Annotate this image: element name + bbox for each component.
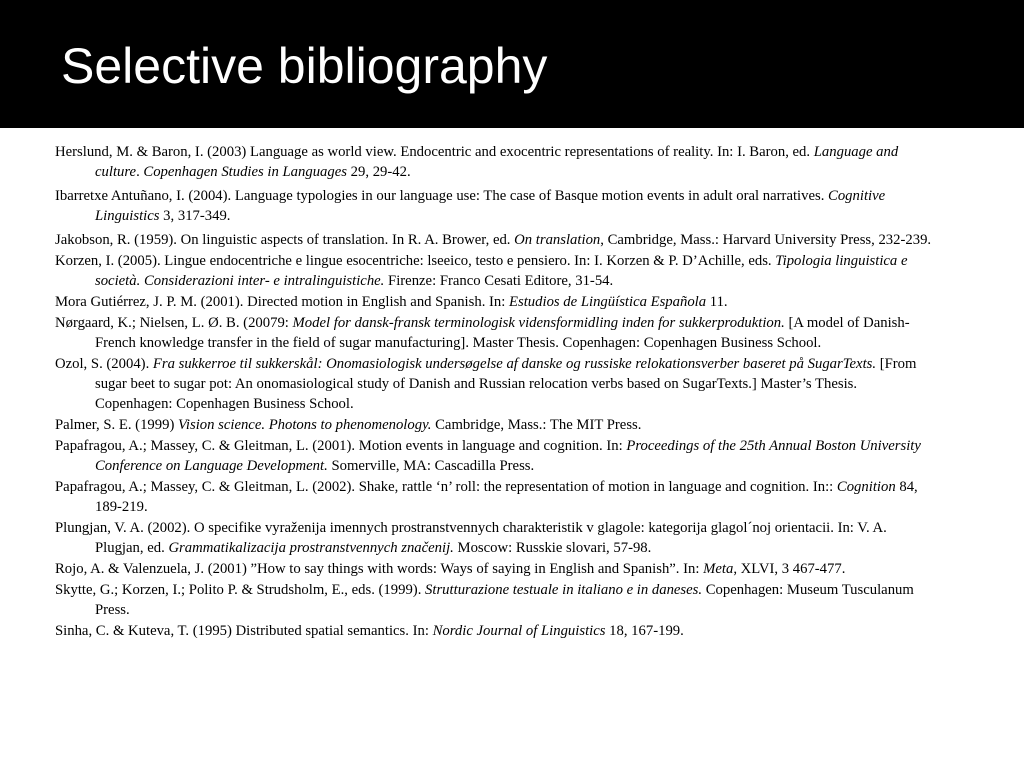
entry-text: Cambridge, Mass.: The MIT Press. — [431, 417, 642, 433]
entry-title-italic: Language and culture — [95, 144, 899, 180]
entry-text: . — [136, 164, 144, 180]
entry-title-italic: Nordic Journal of Linguistics — [432, 623, 606, 639]
bibliography-entry — [55, 436, 935, 476]
bibliography-entry — [55, 559, 935, 579]
entry-text: 84, 189-219. — [95, 479, 918, 515]
entry-title-italic: Strutturazione testuale in italiano e in daneses. — [425, 582, 703, 598]
entry-title-italic: Fra sukkerroe til sukkerskål: Onomasiologisk undersøgelse af danske og russiske relokationsverber baseret på SugarTexts. — [152, 356, 877, 372]
entry-title-italic: Meta — [703, 561, 734, 577]
entry-title-italic: On translation — [514, 232, 601, 248]
entry-text: Somerville, MA: Cascadilla Press. — [327, 458, 535, 474]
entry-text: [A model of Danish-French knowledge transfer in the field of sugar manufacturing]. Master Thesis. Copenhagen: Copenhagen Business School. — [95, 315, 910, 351]
bibliography-entry — [55, 518, 935, 558]
entry-text: Copenhagen: Museum Tusculanum Press. — [95, 582, 914, 618]
entry-title-italic: Cognition — [836, 479, 896, 495]
bibliography-entry — [55, 251, 935, 291]
entry-title-italic: Grammatikalizacija prostranstvennych značenij. — [168, 540, 454, 556]
entry-title-italic: Model for dansk-fransk terminologisk vidensformidling inden for sukkerproduktion. — [292, 315, 785, 331]
bibliography-entry — [55, 313, 935, 353]
entry-text: 11. — [706, 294, 728, 310]
entry-text: Herslund, M. & Baron, I. (2003) Language as world view. Endocentric and exocentric representations of reality. In: I. Baron, ed. — [55, 144, 814, 160]
entry-text: Jakobson, R. (1959). On linguistic aspects of translation. In R. A. Brower, ed. — [55, 232, 515, 248]
entry-text: Mora Gutiérrez, J. P. M. (2001). Directed motion in English and Spanish. In: — [55, 294, 510, 310]
entry-title-italic: Tipologia linguistica e società. Considerazioni inter- e intralinguistiche. — [95, 253, 908, 289]
entry-text: Moscow: Russkie slovari, 57-98. — [453, 540, 652, 556]
entry-text: Firenze: Franco Cesati Editore, 31-54. — [384, 273, 614, 289]
entry-title-italic: Vision science. Photons to phenomenology. — [178, 417, 432, 433]
entry-text: [From sugar beet to sugar pot: An onomasiological study of Danish and Russian relocation verbs based on SugarTexts.] Master’s Thesis. Copenhagen: Copenhagen Business School. — [95, 356, 917, 412]
bibliography-entry — [55, 142, 935, 182]
entry-text: Skytte, G.; Korzen, I.; Polito P. & Strudsholm, E., eds. (1999). — [55, 582, 426, 598]
entry-title-italic: Estudios de Lingüística Española — [509, 294, 707, 310]
title-bar — [0, 0, 1024, 128]
entry-text: Ibarretxe Antuñano, I. (2004). Language typologies in our language use: The case of Basque motion events in adult oral narratives. — [55, 188, 829, 204]
entry-title-italic: Copenhagen Studies in Languages — [143, 164, 347, 180]
entry-text: Papafragou, A.; Massey, C. & Gleitman, L. (2002). Shake, rattle ‘n’ roll: the representation of motion in language and cognition. In:: — [55, 479, 837, 495]
entry-text: Korzen, I. (2005). Lingue endocentriche e lingue esocentriche: lseeico, testo e pensiero. In: I. Korzen & P. D’Achille, eds. — [55, 253, 776, 269]
entry-text: Plungjan, V. A. (2002). O specifike vyraženija imennych prostranstvennych charakteristik v glagole: kategorija glagol´noj orientacii. In: V. A. Plugjan, ed. — [55, 520, 887, 556]
slide-title: Selective bibliography — [61, 38, 548, 94]
bibliography-entry — [55, 621, 935, 641]
bibliography-list — [55, 142, 935, 645]
entry-title-italic: Proceedings of the 25th Annual Boston University Conference on Language Development. — [95, 438, 921, 474]
bibliography-entry — [55, 580, 935, 620]
bibliography-entry — [55, 186, 935, 226]
bibliography-entry — [55, 415, 935, 435]
bibliography-entry — [55, 354, 935, 414]
entry-text: Sinha, C. & Kuteva, T. (1995) Distributed spatial semantics. In: — [55, 623, 433, 639]
bibliography-entry — [55, 477, 935, 517]
entry-text: 29, 29-42. — [346, 164, 411, 180]
entry-text: Ozol, S. (2004). — [55, 356, 153, 372]
entry-text: 3, 317-349. — [159, 208, 231, 224]
entry-title-italic: Cognitive Linguistics — [95, 188, 886, 224]
entry-text: Rojo, A. & Valenzuela, J. (2001) ”How to say things with words: Ways of saying in English and Spanish”. In: — [55, 561, 704, 577]
bibliography-entry — [55, 230, 935, 250]
entry-text: Papafragou, A.; Massey, C. & Gleitman, L. (2001). Motion events in language and cognition. In: — [55, 438, 627, 454]
entry-text: , XLVI, 3 467-477. — [733, 561, 846, 577]
entry-text: 18, 167-199. — [605, 623, 684, 639]
entry-text: Nørgaard, K.; Nielsen, L. Ø. B. (20079: — [55, 315, 293, 331]
bibliography-entry — [55, 292, 935, 312]
entry-text: Palmer, S. E. (1999) — [55, 417, 179, 433]
entry-text: , Cambridge, Mass.: Harvard University Press, 232-239. — [600, 232, 932, 248]
